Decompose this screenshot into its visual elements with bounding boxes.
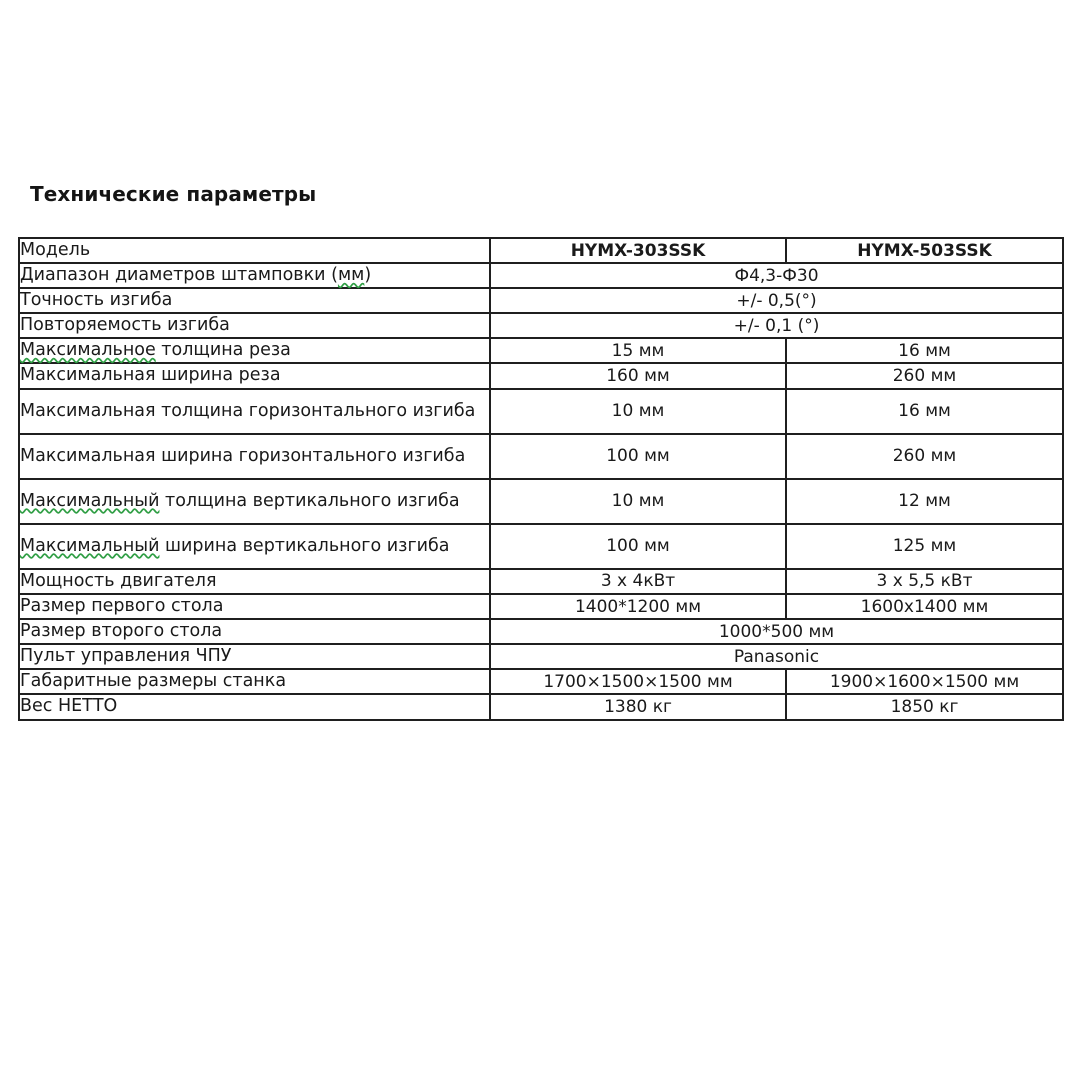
row-label (19, 263, 490, 288)
table-row (19, 569, 1063, 594)
row-value-model-2: 3 х 5,5 кВт (786, 569, 1063, 594)
row-label-text: Максимальная ширина реза (20, 365, 281, 386)
table-row (19, 338, 1063, 363)
row-value-model-2: 1900×1600×1500 мм (786, 669, 1063, 694)
row-label (19, 363, 490, 388)
spellcheck-underlined-word: Максимальный (20, 535, 160, 556)
table-row (19, 694, 1063, 719)
row-label (19, 569, 490, 594)
row-label-text: Модель (20, 240, 91, 260)
row-label-tail: ) (364, 265, 372, 286)
row-label (19, 594, 490, 619)
row-label (19, 389, 490, 434)
row-label (19, 338, 490, 363)
row-label-text: Максимальная толщина горизонтального изгиба (20, 400, 476, 421)
table-row (19, 619, 1063, 644)
row-value-model-2: HYMX-503SSK (786, 238, 1063, 263)
row-label-text: Размер первого стола (20, 596, 224, 617)
row-value-model-1: 1700×1500×1500 мм (490, 669, 786, 694)
row-label (19, 238, 490, 263)
table-row (19, 263, 1063, 288)
table-row (19, 363, 1063, 388)
row-value-model-2: 12 мм (786, 479, 1063, 524)
row-value-model-1: 100 мм (490, 524, 786, 569)
table-row (19, 594, 1063, 619)
spellcheck-underlined-word: мм (337, 265, 365, 286)
row-label-text: Диапазон диаметров штамповки ( (20, 265, 338, 286)
table-row (19, 288, 1063, 313)
row-value-model-2: 260 мм (786, 363, 1063, 388)
technical-parameters-table (18, 237, 1064, 721)
row-label-text: Точность изгиба (20, 290, 173, 311)
row-value-model-1: 15 мм (490, 338, 786, 363)
row-label-text: Повторяемость изгиба (20, 315, 230, 336)
row-value-model-1: 160 мм (490, 363, 786, 388)
table-row (19, 389, 1063, 434)
row-value-merged: Ф4,3-Ф30 (490, 263, 1063, 288)
table-row (19, 524, 1063, 569)
row-label (19, 313, 490, 338)
row-value-model-1: HYMX-303SSK (490, 238, 786, 263)
row-value-model-1: 10 мм (490, 479, 786, 524)
row-label (19, 479, 490, 524)
table-row (19, 644, 1063, 669)
row-value-model-1: 1400*1200 мм (490, 594, 786, 619)
row-value-model-2: 260 мм (786, 434, 1063, 479)
row-value-model-1: 1380 кг (490, 694, 786, 719)
row-label-tail: толщина вертикального изгиба (159, 490, 460, 511)
row-label (19, 644, 490, 669)
row-value-merged: Panasonic (490, 644, 1063, 669)
row-value-model-2: 1600x1400 мм (786, 594, 1063, 619)
table-row (19, 669, 1063, 694)
spellcheck-underlined-word: Максимальный (20, 490, 160, 511)
row-label-tail: толщина реза (155, 340, 291, 361)
row-value-merged: +/- 0,5(°) (490, 288, 1063, 313)
row-value-merged: +/- 0,1 (°) (490, 313, 1063, 338)
row-value-model-2: 16 мм (786, 389, 1063, 434)
row-label-text: Мощность двигателя (20, 570, 217, 591)
table-row (19, 479, 1063, 524)
row-value-model-2: 1850 кг (786, 694, 1063, 719)
row-value-model-1: 100 мм (490, 434, 786, 479)
row-label (19, 434, 490, 479)
row-value-model-1: 10 мм (490, 389, 786, 434)
table-body (19, 238, 1063, 720)
row-value-model-2: 16 мм (786, 338, 1063, 363)
row-label-text: Максимальная ширина горизонтального изгиба (20, 445, 466, 466)
row-value-model-1: 3 х 4кВт (490, 569, 786, 594)
row-label (19, 288, 490, 313)
row-label-tail: ширина вертикального изгиба (159, 535, 450, 556)
table-row (19, 313, 1063, 338)
page-title: Технические параметры (30, 182, 317, 206)
row-label (19, 524, 490, 569)
row-label-text: Габаритные размеры станка (20, 671, 287, 692)
row-label-text: Размер второго стола (20, 621, 223, 642)
table-row (19, 434, 1063, 479)
spellcheck-underlined-word: Максимальное (20, 340, 156, 361)
row-label (19, 619, 490, 644)
row-label-text: Пульт управления ЧПУ (20, 646, 232, 667)
table-row (19, 238, 1063, 263)
row-label-text: Вес НЕТТО (20, 696, 118, 717)
row-value-merged: 1000*500 мм (490, 619, 1063, 644)
row-label (19, 694, 490, 719)
row-value-model-2: 125 мм (786, 524, 1063, 569)
row-label (19, 669, 490, 694)
